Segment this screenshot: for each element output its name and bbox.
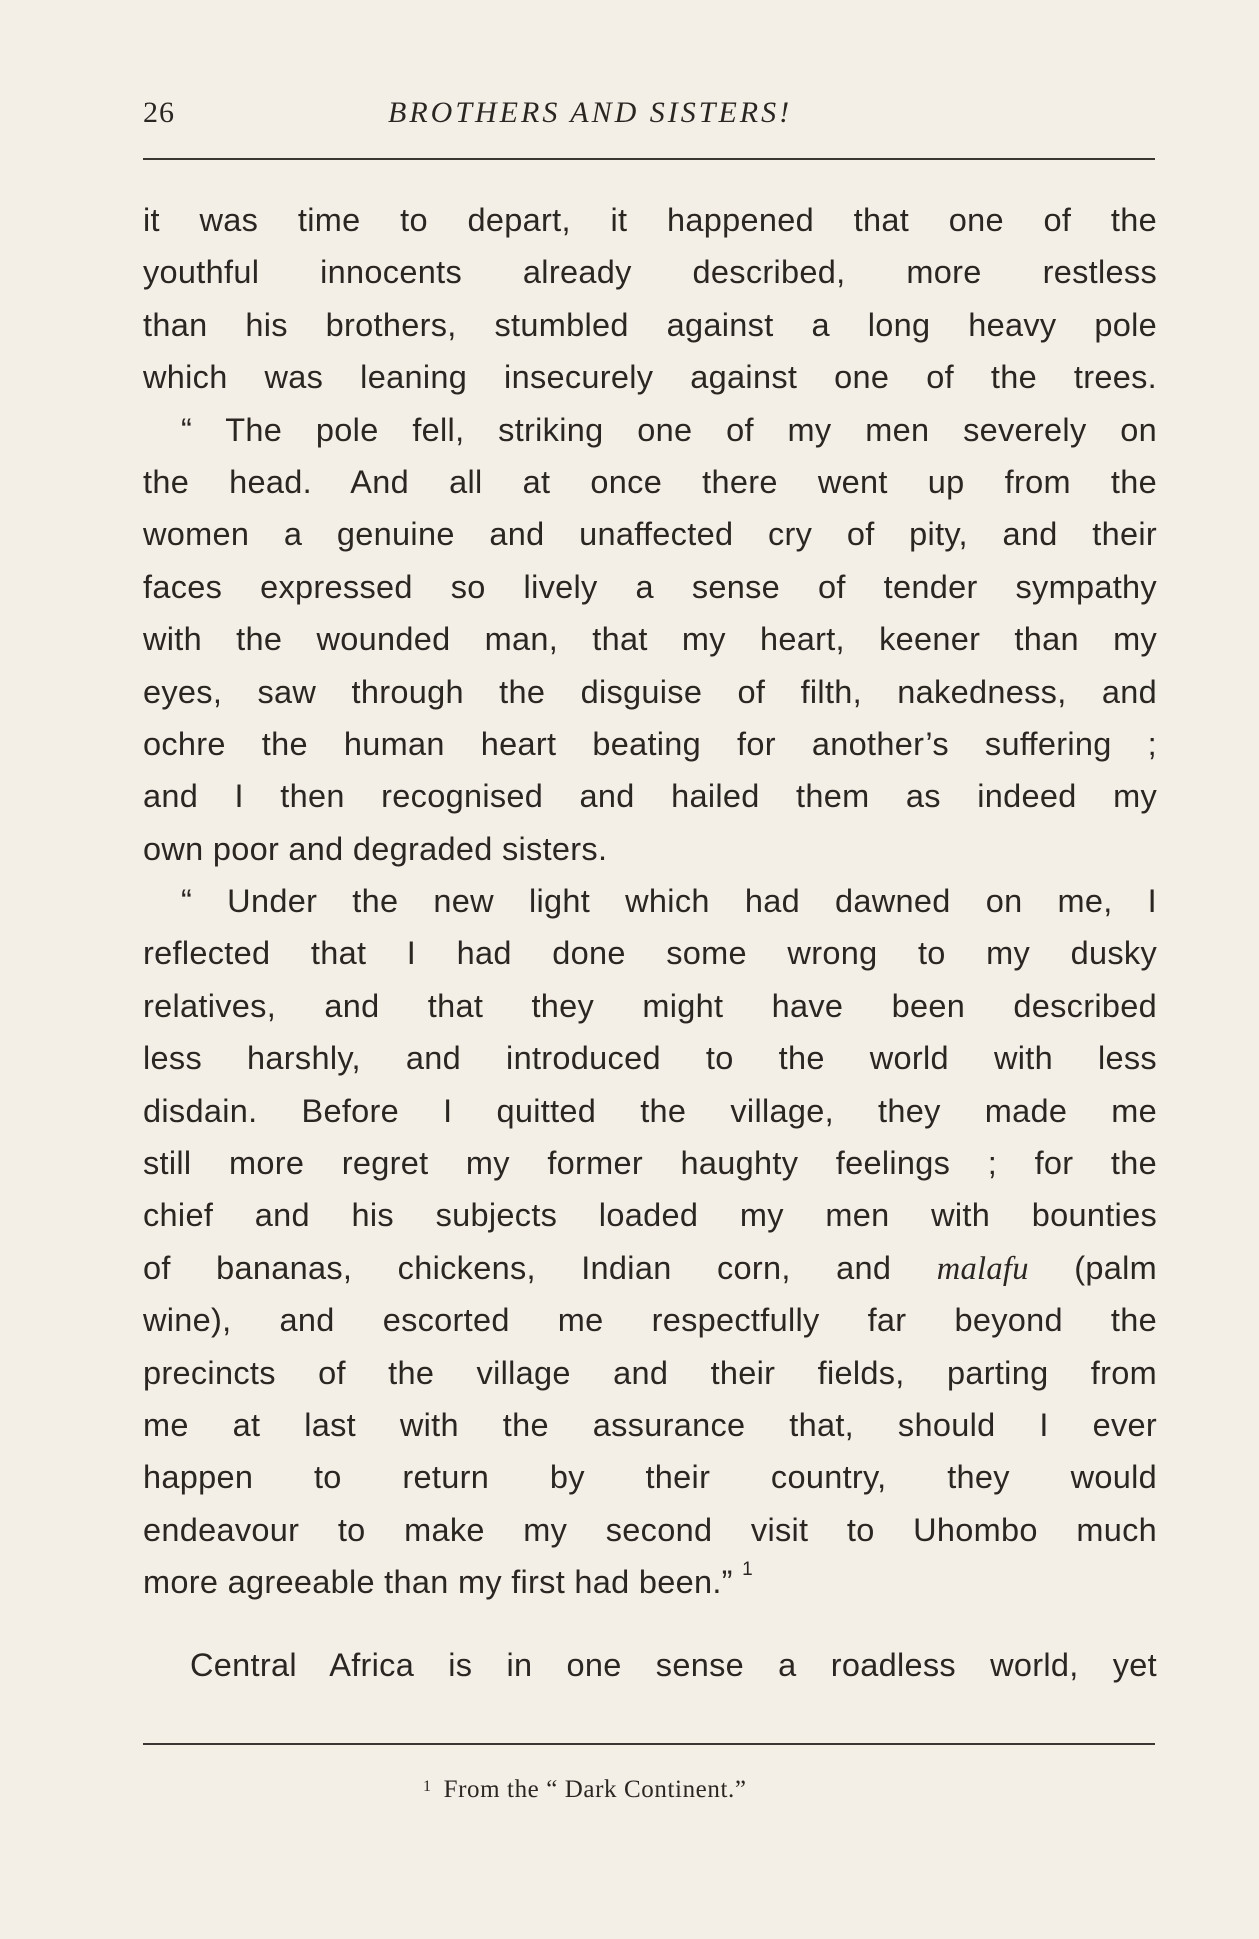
footnote-reference: 1	[742, 1559, 754, 1581]
text-line: “ The pole fell, striking one of my men severely on	[181, 411, 1157, 448]
running-head	[143, 96, 1153, 146]
text-line: “ Under the new light which had dawned on me, I	[181, 883, 1157, 920]
text-line: Central Africa is in one sense a roadless world, yet	[190, 1646, 1157, 1683]
text-line: the head. And all at once there went up from the	[143, 463, 1157, 500]
text-segment: more agreeable than my first had been.”	[143, 1564, 733, 1601]
text-line: reflected that I had done some wrong to my dusky	[143, 935, 1157, 972]
text-line: chief and his subjects loaded my men with bounties	[143, 1197, 1157, 1234]
text-line: less harshly, and introduced to the world with less	[143, 1040, 1157, 1077]
text-line: faces expressed so lively a sense of tender sympathy	[143, 568, 1157, 605]
text-line: own poor and degraded sisters.	[143, 830, 608, 867]
page-number: 26	[143, 96, 175, 129]
text-line: women a genuine and unaffected cry of pity, and their	[143, 516, 1157, 553]
text-segment: of bananas, chickens, Indian corn, and	[143, 1249, 892, 1286]
text-line: eyes, saw through the disguise of filth, nakedness, and	[143, 673, 1157, 710]
footnote-rule	[143, 1743, 1155, 1745]
text-line: with the wounded man, that my heart, keener than my	[143, 621, 1157, 658]
running-title: BROTHERS AND SISTERS!	[388, 96, 793, 129]
text-line: happen to return by their country, they would	[143, 1459, 1157, 1496]
text-line: which was leaning insecurely against one of the trees.	[143, 359, 1157, 396]
text-line: wine), and escorted me respectfully far beyond the	[143, 1302, 1157, 1339]
header-rule	[143, 158, 1155, 160]
text-line: me at last with the assurance that, should I ever	[143, 1406, 1157, 1443]
body-text	[143, 194, 1157, 1691]
text-line	[143, 1556, 1157, 1608]
text-line: ochre the human heart beating for another’s suffering ;	[143, 725, 1157, 762]
text-segment: (palm	[1074, 1249, 1157, 1286]
text-line: still more regret my former haughty feelings ; for the	[143, 1145, 1157, 1182]
footnote-marker: 1	[423, 1778, 432, 1795]
footnote-text: From the “ Dark Continent.”	[443, 1776, 747, 1803]
text-line: and I then recognised and hailed them as indeed my	[143, 778, 1157, 815]
italic-word: malafu	[936, 1250, 1029, 1287]
text-line: endeavour to make my second visit to Uhombo much	[143, 1511, 1157, 1548]
text-line: precincts of the village and their fields, parting from	[143, 1354, 1157, 1391]
text-line	[143, 1242, 1157, 1294]
text-line: disdain. Before I quitted the village, they made me	[143, 1092, 1157, 1129]
text-line: relatives, and that they might have been described	[143, 987, 1157, 1024]
text-line: than his brothers, stumbled against a long heavy pole	[143, 306, 1157, 343]
footnote	[423, 1776, 747, 1804]
text-line: youthful innocents already described, more restless	[143, 254, 1157, 291]
text-line: it was time to depart, it happened that one of the	[143, 202, 1157, 238]
